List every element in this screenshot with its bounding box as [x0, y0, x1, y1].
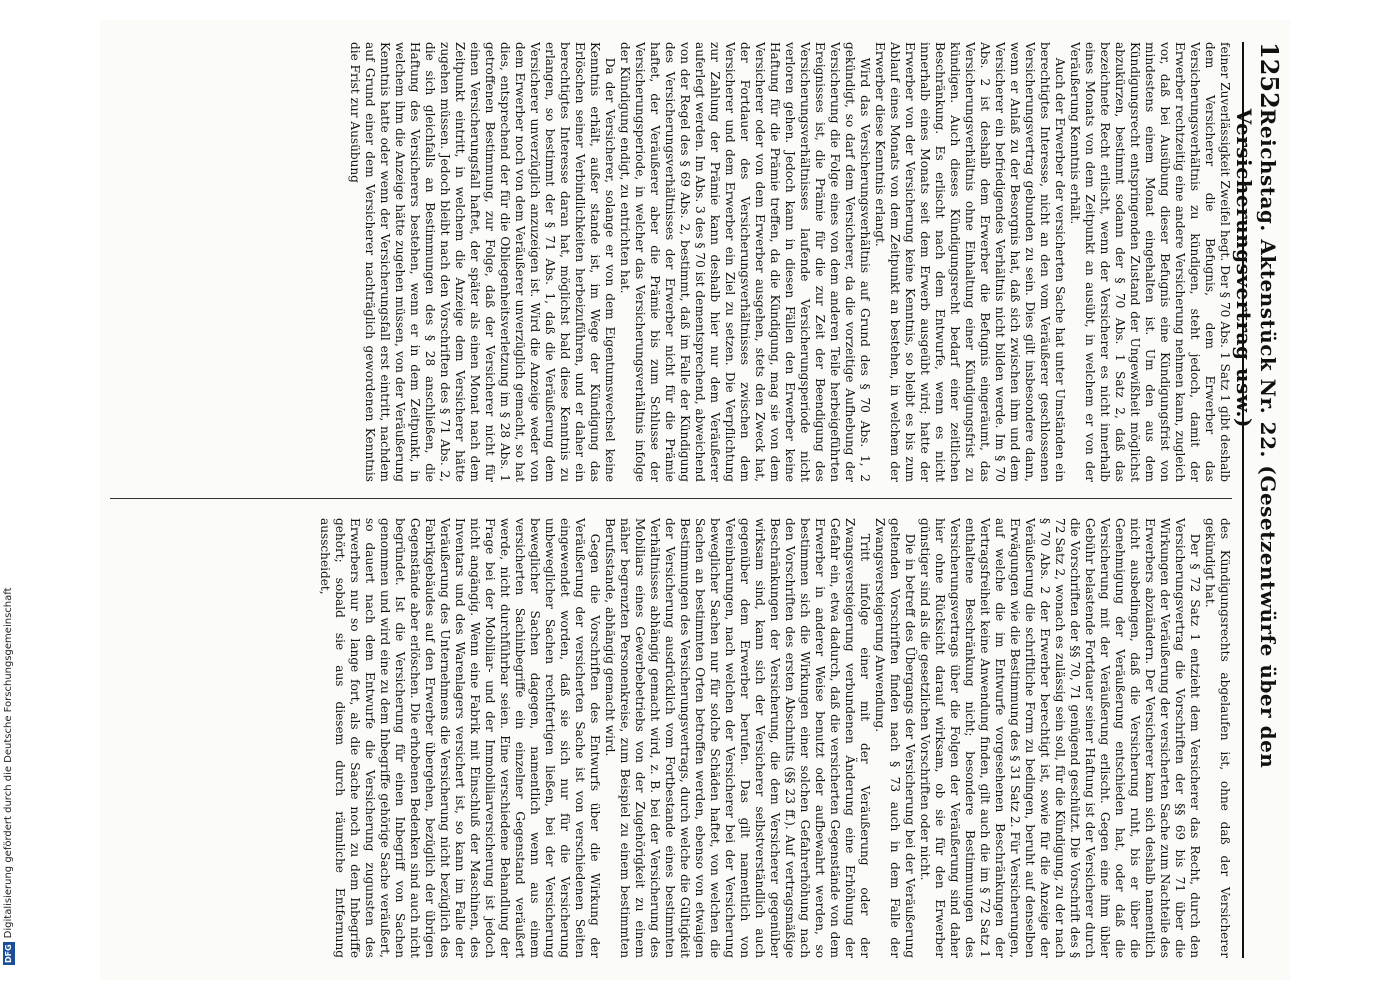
- paragraph: Die in betreff des Übergangs der Versicherung bei der Veräußerung geltenden Vorschriften finden nach § 73 auch in dem Falle der Zwangsversteigerung Anwendung.: [873, 518, 917, 958]
- paragraph: Gegen die Vorschriften des Entwurfs über die Wirkung der Veräußerung der versicherten Sache ist von verschiedenen Seiten eingewendet worden, daß sie sich nur für die Versicherung unbeweglicher Sachen rechtfertigen ließen, bei der Versicherung beweglicher Sachen dagegen, namentlich wenn aus einem versicherten Sachinbegriffe ein einzelner Gegenstand veräußert werde, nicht durchführbar seien. Eine verschiedene Behandlung der Frage bei der Mobiliar- und der Immobiliarversicherung ist jedoch nicht angängig. Wenn eine Fabrik mit Einschluß der Maschinen, des Inventars und des Warenlagers versichert ist, so kann im Falle der Veräußerung des Unternehmens die Versicherung nicht bezüglich des Fabrikgebäudes auf den Erwerber übergehen, bezüglich der übrigen Gegenstände aber erlöschen. Die erhobenen Bedenken sind auch nicht begründet. Ist die Versicherung für einen Inbegriff von Sachen genommen und wird eine zu dem Inbegriffe gehörige Sache veräußert, so dauert nach dem Entwurfe die Versicherung zugunsten des Erwerbers nur so lange fort, als die Sache noch zu dem Inbegriffe gehört; sobald sie aus diesem durch räumliche Entfernung ausscheidet,: [318, 518, 602, 958]
- paragraph: Wird das Versicherungsverhältnis auf Grund des § 70 Abs. 1, 2 gekündigt, so darf dem Versicherer, da die vorzeitige Aufhebung der Versicherung die Folge eines von dem anderen Teile herbeigeführten Ereignisses ist, die Prämie für die zur Zeit der Beendigung des Versicherungsverhältnisses laufende Versicherungsperiode nicht verloren gehen. Jedoch kann in diesen Fällen den Erwerber keine Haftung für die Prämie treffen, da die Kündigung, mag sie von dem Versicherer oder von dem Erwerber ausgehen, stets den Zweck hat, der Fortdauer des Versicherungsverhältnisses zwischen dem Versicherer und dem Erwerber ein Ziel zu setzen. Die Verpflichtung zur Zahlung der Prämie kann deshalb hier nur dem Veräußerer auferlegt werden. Im Abs. 3 des § 70 ist dementsprechend, abweichend von der Regel des § 69 Abs. 2, bestimmt, daß im Falle der Kündigung des Versicherungsverhältnisses der Erwerber nicht für die Prämie haftet, der Veräußerer aber die Prämie bis zum Schlusse der Versicherungsperiode, in welcher das Versicherungsverhältnis infolge der Kündigung endigt, zu entrichten hat.: [618, 42, 872, 482]
- paragraph: Da der Versicherer, solange er von dem Eigentumswechsel keine Kenntnis erhält, außer stande ist, im Wege der Kündigung das Erlöschen seiner Verbindlichkeiten herbeizuführen, und er daher ein berechtigtes Interesse daran hat, möglichst bald diese Kenntnis zu erlangen, so bestimmt der § 71 Abs. 1, daß die Veräußerung dem Versicherer unverzüglich anzuzeigen ist. Wird die Anzeige weder von dem Erwerber noch von dem Veräußerer unverzüglich gemacht, so hat dies, entsprechend der für die Obliegenheitsverletzung im § 28 Abs. 1 getroffenen Bestimmung, zur Folge, daß der Versicherer nicht für einen Versicherungsfall haftet, der später als einen Monat nach dem Zeitpunkt eintritt, in welchem die Anzeige dem Versicherer hätte zugehen müssen. Jedoch bleibt nach den Vorschriften des § 71 Abs. 2, die sich gleichfalls an Bestimmungen des § 28 anschließen, die Haftung des Versicherers bestehen, wenn er in dem Zeitpunkt, in welchem ihm die Anzeige hätte zugehen müssen, von der Veräußerung Kenntnis hatte oder wenn der Versicherungsfall erst eintritt, nachdem auf Grund einer dem Versicherer nachträglich gewordenen Kenntnis die Frist zur Ausübung: [348, 42, 617, 482]
- credit-text: Digitalisierung gefördert durch die Deutsche Forschungsgemeinschaft: [3, 587, 14, 939]
- page-header: [1232, 42, 1284, 958]
- running-head: Reichstag. Aktenstück Nr. 22. (Gesetzentwürfe über den Versicherungsvertrag usw.): [1232, 108, 1280, 769]
- dfg-logo: DFG: [4, 944, 13, 963]
- column-divider: [110, 498, 1232, 499]
- side-credit-strip: [2, 0, 16, 1000]
- right-column: [110, 518, 1232, 958]
- paragraph: Auch der Erwerber der versicherten Sache hat unter Umständen ein berechtigtes Interesse, nicht an den vom Veräußerer geschlossenen Versicherungsvertrag gebunden zu sein. Dies gilt insbesondere dann, wenn er Anlaß zu der Besorgnis hat, daß sich zwischen ihm und dem Versicherer ein befriedigendes Verhältnis nicht bilden werde. Im § 70 Abs. 2 ist deshalb dem Erwerber die Befugnis eingeräumt, das Versicherungsverhältnis ohne Einhaltung einer Kündigungsfrist zu kündigen. Auch dieses Kündigungsrecht bedarf einer zeitlichen Beschränkung. Es erlischt nach dem Entwurfe, wenn es nicht innerhalb eines Monats seit dem Erwerb ausgeübt wird; hatte der Erwerber von der Versicherung keine Kenntnis, so bleibt es bis zum Ablauf eines Monats von dem Zeitpunkt an bestehen, in welchem der Erwerber diese Kenntnis erlangt.: [873, 42, 1067, 482]
- paragraph: feiner Zuverlässigkeit Zweifel hegt. Der § 70 Abs. 1 Satz 1 gibt deshalb dem Versicherer die Befugnis, dem Erwerber das Versicherungsverhältnis zu kündigen, steht jedoch, damit der Erwerber rechtzeitig eine andere Versicherung nehmen kann, zugleich vor, daß bei Ausübung dieser Befugnis eine Kündigungsfrist von mindestens einem Monat eingehalten ist. Um den aus dem Kündigungsrecht entspringenden Zustand der Ungewißheit möglichst abzukürzen, bestimmt sodann der § 70 Abs. 1 Satz 2, daß das bezeichnete Recht erlischt, wenn der Versicherer es nicht innerhalb eines Monats von dem Zeitpunkt an ausübt, in welchem er von der Veräußerung Kenntnis erhält.: [1068, 42, 1232, 482]
- digitization-credit: [2, 0, 16, 1000]
- paragraph: des Kündigungsrechts abgelaufen ist, ohne daß der Versicherer gekündigt hat.: [1203, 518, 1232, 958]
- rotated-page: [100, 20, 1290, 980]
- paragraph: Tritt infolge einer mit der Veräußerung oder der Zwangsversteigerung verbundenen Änderung eine Erhöhung der Gefahr ein, etwa dadurch, daß die versicherten Gegenstände von dem Erwerber in anderer Weise benutzt oder aufbewahrt werden, so bestimmen sich die Wirkungen einer solchen Gefahrerhöhung nach den Vorschriften des ersten Abschnitts (§§ 23 ff.). Auf vertragsmäßige Beschränkungen der Versicherung, die dem Versicherer gegenüber wirksam sind, kann sich der Versicherer selbstverständlich auch gegenüber dem Erwerber berufen. Das gilt namentlich von Vereinbarungen, nach welchen der Versicherer bei der Versicherung beweglicher Sachen nur für solche Schäden haftet, von welchen die Sachen an bestimmten Orten betroffen werden, ebenso von etwaigen Bestimmungen des Versicherungsvertrags, durch welche die Gültigkeit der Versicherung ausdrücklich vom Fortbestande eines bestimmten Verhältnisses abhängig gemacht wird, z. B. bei der Versicherung des Mobiliars eines Gewerbebetriebs von der Zugehörigkeit zu einem näher begrenzten Personenkreise, zum Beispiel zu einem bestimmten Berufsstande, abhängig gemacht wird.: [603, 518, 872, 958]
- left-column: [110, 42, 1232, 482]
- page-number: 1252: [1255, 42, 1284, 109]
- paragraph: Der § 72 Satz 1 entzieht dem Versicherer das Recht, durch den Versicherungsvertrag die Vorschriften der §§ 69 bis 71 über die Wirkungen der Veräußerung der versicherten Sache zum Nachteile des Erwerbers abzuändern. Der Versicherer kann sich deshalb namentlich nicht ausbedingen, daß die Versicherung ruht, bis er über die Genehmigung der Veräußerung entschieden hat, oder daß die Versicherung mit der Veräußerung erlischt. Gegen eine ihm übler Gebühr belastende Fortdauer seiner Haftung ist der Versicherer durch die Vorschriften der §§ 70, 71 genügend geschützt. Die Vorschrift des § 72 Satz 2, wonach es zulässig sein soll, für die Kündigung, zu der nach § 70 Abs. 2 der Erwerber berechtigt ist, sowie für die Anzeige der Veräußerung die schriftliche Form zu bedingen, beruht auf denselben Erwägungen wie die Bestimmung des § 31 Satz 2. Für Versicherungen, auf welche die im Entwurfe vorgesehenen Beschränkungen der Vertragsfreiheit keine Anwendung finden, gilt auch die im § 72 Satz 1 enthaltene Beschränkung nicht; besondere Bestimmungen des Versicherungsvertrags über die Folgen der Veräußerung sind daher hier ohne Rücksicht darauf wirksam, ob sie für den Erwerber günstiger sind als die gesetzlichen Vorschriften oder nicht.: [918, 518, 1202, 958]
